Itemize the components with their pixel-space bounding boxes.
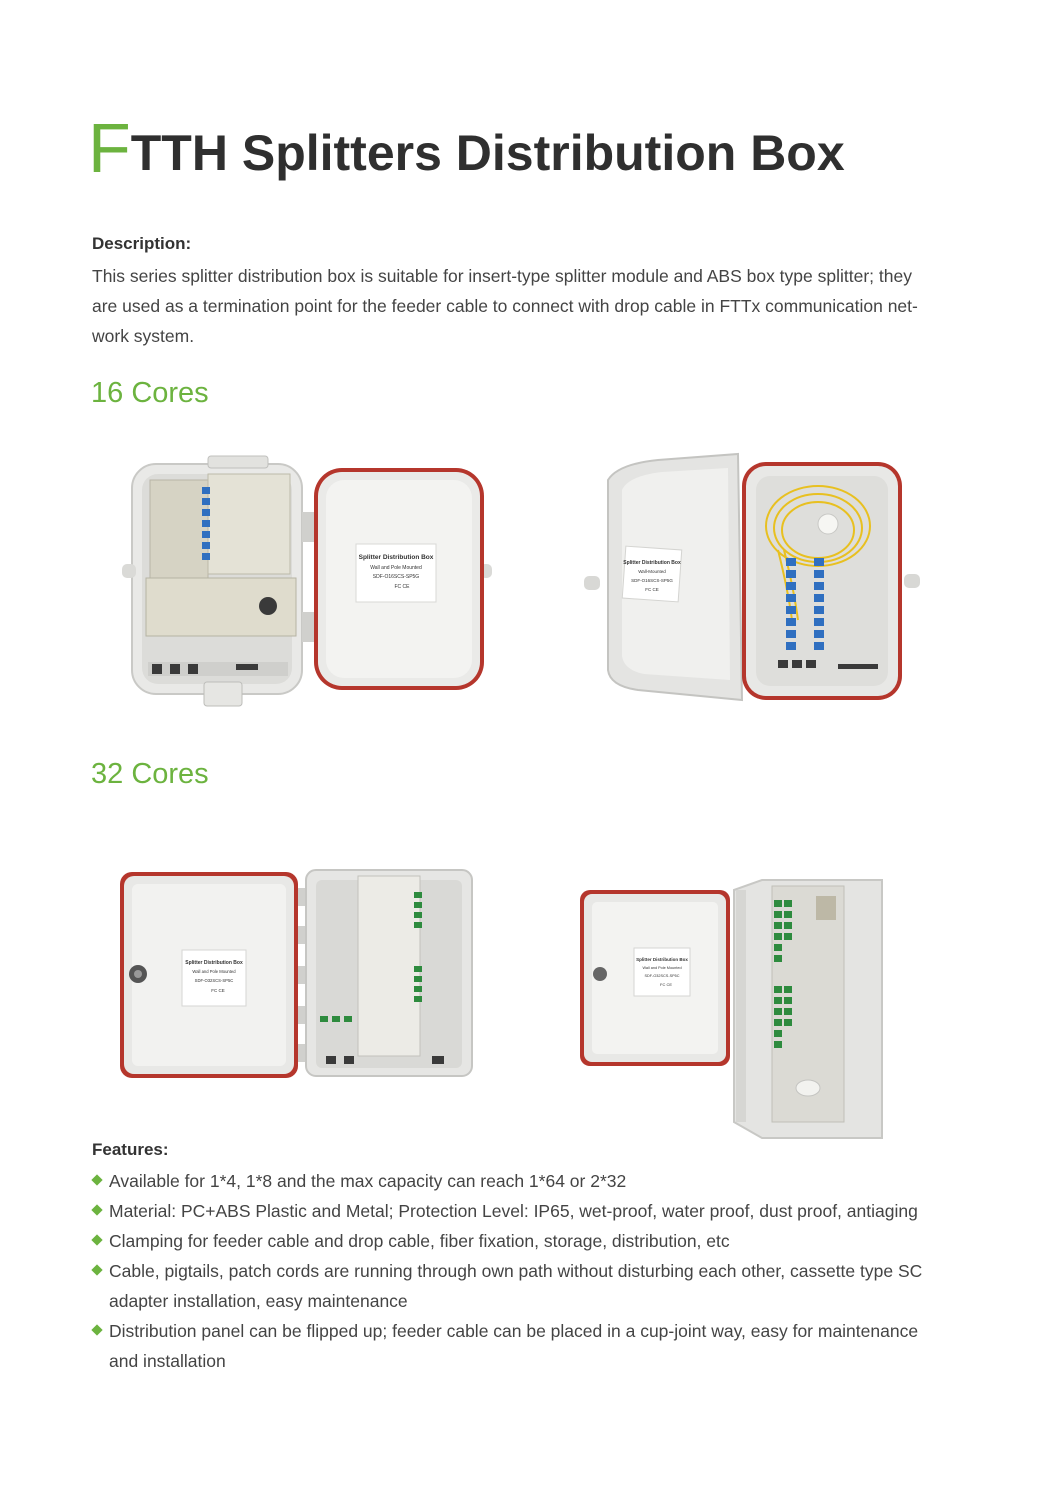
feature-text: adapter installation, easy maintenance [109, 1291, 408, 1311]
feature-item [92, 1256, 972, 1316]
section-title-32-cores: 32 Cores [91, 758, 209, 790]
description-line: This series splitter distribution box is suitable for insert-type splitter module and ABS box type splitter; they [92, 266, 912, 286]
label-marks: FC CE [394, 584, 410, 590]
feature-item [92, 1166, 972, 1196]
label-model: SDF-O32SCS-SP5C [644, 974, 680, 978]
label-sub: Wall and Pole Mounted [192, 969, 236, 974]
label-sub: Wall and Pole Mounted [642, 966, 682, 970]
description-line: are used as a termination point for the feeder cable to connect with drop cable in FTTx communication net- [92, 296, 918, 316]
description-line: work system. [92, 326, 195, 346]
label-sub: Wall-Mounted [638, 569, 666, 574]
description-text [92, 261, 962, 351]
label-model: SDF-O16SCS-SP5G [372, 574, 420, 580]
label-title: Splitter Distribution Box [358, 554, 434, 561]
title-initial: F [88, 109, 131, 187]
label-title: Splitter Distribution Box [623, 560, 681, 566]
feature-text: Material: PC+ABS Plastic and Metal; Protection Level: IP65, wet-proof, water proof, dust proof, antiaging [109, 1201, 918, 1221]
feature-text: Clamping for feeder cable and drop cable, fiber fixation, storage, distribution, etc [109, 1231, 730, 1251]
diamond-bullet-icon [91, 1174, 102, 1185]
product-photo-16-cores-angle [578, 450, 940, 710]
features-list [92, 1166, 972, 1376]
product-photo-32-cores-front [112, 866, 478, 1082]
product-photo-16-cores-front [118, 452, 496, 712]
diamond-bullet-icon [91, 1324, 102, 1335]
section-title-16-cores: 16 Cores [91, 377, 209, 409]
label-model: SDF-O32SCS-SP5C [194, 978, 234, 983]
diamond-bullet-icon [91, 1204, 102, 1215]
feature-text: Distribution panel can be flipped up; feeder cable can be placed in a cup-joint way, easy for maintenance [109, 1321, 919, 1341]
page-title [88, 108, 845, 188]
title-rest: TTH Splitters Distribution Box [130, 125, 845, 181]
feature-text: Available for 1*4, 1*8 and the max capacity can reach 1*64 or 2*32 [109, 1171, 627, 1191]
feature-item [92, 1316, 972, 1376]
feature-item [92, 1196, 972, 1226]
feature-text: Cable, pigtails, patch cords are running through own path without disturbing each other, cassette type SC [109, 1261, 923, 1281]
label-title: Splitter Distribution Box [636, 957, 688, 962]
diamond-bullet-icon [91, 1264, 102, 1275]
label-marks: FC CE [645, 587, 659, 592]
feature-text: and installation [109, 1351, 226, 1371]
label-title: Splitter Distribution Box [185, 960, 243, 966]
label-marks: FC CE [211, 988, 225, 993]
label-sub: Wall and Pole Mounted [370, 565, 422, 571]
label-marks: FC CE [660, 982, 672, 987]
diamond-bullet-icon [91, 1234, 102, 1245]
features-heading: Features: [92, 1140, 169, 1159]
product-photo-32-cores-angle [576, 876, 888, 1140]
feature-item [92, 1226, 972, 1256]
description-heading: Description: [92, 234, 192, 253]
label-model: SDF-O16SCS-SP5G [631, 578, 673, 583]
